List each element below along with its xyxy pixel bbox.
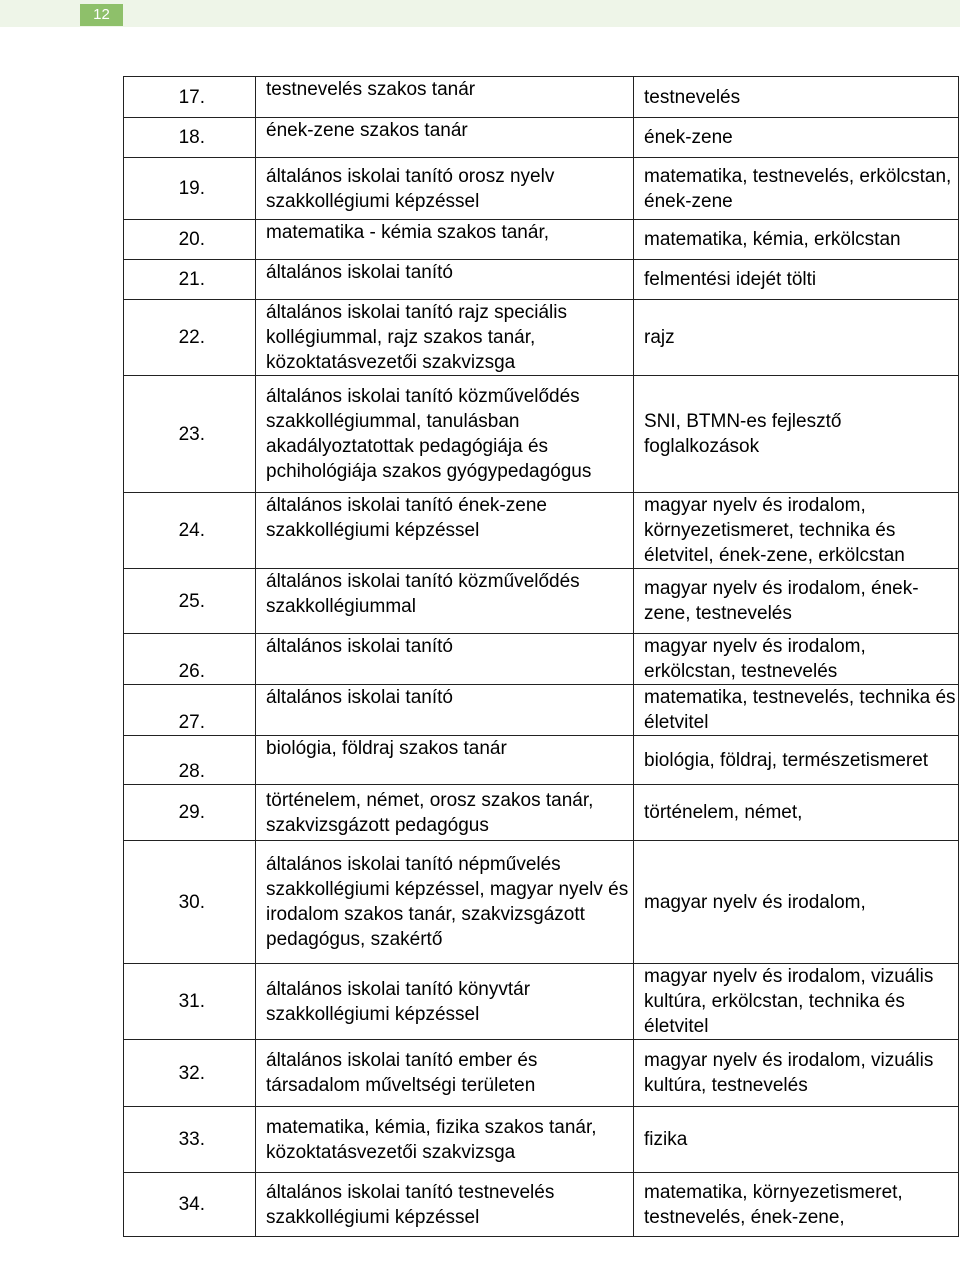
staff-table bbox=[123, 76, 959, 1237]
subject-cell: felmentési idejét tölti bbox=[634, 260, 959, 300]
qualification-cell: általános iskolai tanító rajz speciális kollégiummal, rajz szakos tanár, közoktatásvezetői szakvizsga bbox=[256, 300, 634, 376]
table-row bbox=[124, 260, 959, 300]
table-row bbox=[124, 569, 959, 634]
row-number: 25. bbox=[124, 569, 256, 634]
qualification-cell: matematika, kémia, fizika szakos tanár, közoktatásvezetői szakvizsga bbox=[256, 1107, 634, 1173]
qualification-cell: általános iskolai tanító bbox=[256, 260, 634, 300]
table-row bbox=[124, 376, 959, 493]
qualification-cell: általános iskolai tanító ének-zene szakkollégiumi képzéssel bbox=[256, 493, 634, 569]
row-number: 21. bbox=[124, 260, 256, 300]
subject-cell: testnevelés bbox=[634, 77, 959, 118]
subject-cell: magyar nyelv és irodalom, ének-zene, testnevelés bbox=[634, 569, 959, 634]
row-number: 19. bbox=[124, 158, 256, 220]
subject-cell: matematika, környezetismeret, testnevelés, ének-zene, bbox=[634, 1173, 959, 1237]
qualification-cell: testnevelés szakos tanár bbox=[256, 77, 634, 118]
qualification-cell: általános iskolai tanító testnevelés szakkollégiumi képzéssel bbox=[256, 1173, 634, 1237]
subject-cell: rajz bbox=[634, 300, 959, 376]
table-row bbox=[124, 77, 959, 118]
qualification-cell: általános iskolai tanító népművelés szakkollégiumi képzéssel, magyar nyelv és irodalom szakos tanár, szakvizsgázott pedagógus, szakértő bbox=[256, 841, 634, 964]
row-number: 30. bbox=[124, 841, 256, 964]
table-row bbox=[124, 220, 959, 260]
qualification-cell: általános iskolai tanító bbox=[256, 685, 634, 736]
subject-cell: magyar nyelv és irodalom, bbox=[634, 841, 959, 964]
subject-cell: SNI, BTMN-es fejlesztő foglalkozások bbox=[634, 376, 959, 493]
qualification-cell: általános iskolai tanító közművelődés szakkollégiummal bbox=[256, 569, 634, 634]
qualification-cell: ének-zene szakos tanár bbox=[256, 118, 634, 158]
row-number: 26. bbox=[124, 634, 256, 685]
subject-cell: történelem, német, bbox=[634, 785, 959, 841]
subject-cell: matematika, testnevelés, technika és életvitel bbox=[634, 685, 959, 736]
row-number: 22. bbox=[124, 300, 256, 376]
page-header-strip bbox=[0, 0, 960, 27]
subject-cell: fizika bbox=[634, 1107, 959, 1173]
row-number: 33. bbox=[124, 1107, 256, 1173]
table-row bbox=[124, 841, 959, 964]
qualification-cell: általános iskolai tanító közművelődés szakkollégiummal, tanulásban akadályoztatottak pedagógiája és pchihológiája szakos gyógypedagógus bbox=[256, 376, 634, 493]
row-number: 29. bbox=[124, 785, 256, 841]
subject-cell: magyar nyelv és irodalom, erkölcstan, testnevelés bbox=[634, 634, 959, 685]
row-number: 31. bbox=[124, 964, 256, 1040]
qualification-cell: általános iskolai tanító ember és társadalom műveltségi területen bbox=[256, 1040, 634, 1107]
row-number: 23. bbox=[124, 376, 256, 493]
page-number: 12 bbox=[80, 4, 123, 26]
table-row bbox=[124, 493, 959, 569]
table-row bbox=[124, 158, 959, 220]
table-row bbox=[124, 1107, 959, 1173]
subject-cell: matematika, kémia, erkölcstan bbox=[634, 220, 959, 260]
qualification-cell: általános iskolai tanító bbox=[256, 634, 634, 685]
table-row bbox=[124, 1173, 959, 1237]
qualification-cell: matematika - kémia szakos tanár, bbox=[256, 220, 634, 260]
subject-cell: ének-zene bbox=[634, 118, 959, 158]
qualification-cell: történelem, német, orosz szakos tanár, szakvizsgázott pedagógus bbox=[256, 785, 634, 841]
subject-cell: magyar nyelv és irodalom, vizuális kultúra, testnevelés bbox=[634, 1040, 959, 1107]
row-number: 34. bbox=[124, 1173, 256, 1237]
table-row bbox=[124, 1040, 959, 1107]
row-number: 32. bbox=[124, 1040, 256, 1107]
table-row bbox=[124, 736, 959, 785]
subject-cell: magyar nyelv és irodalom, környezetismeret, technika és életvitel, ének-zene, erkölcstan bbox=[634, 493, 959, 569]
row-number: 20. bbox=[124, 220, 256, 260]
row-number: 24. bbox=[124, 493, 256, 569]
row-number: 18. bbox=[124, 118, 256, 158]
row-number: 27. bbox=[124, 685, 256, 736]
table-row bbox=[124, 118, 959, 158]
qualification-cell: általános iskolai tanító könyvtár szakkollégiumi képzéssel bbox=[256, 964, 634, 1040]
subject-cell: magyar nyelv és irodalom, vizuális kultúra, erkölcstan, technika és életvitel bbox=[634, 964, 959, 1040]
table-row bbox=[124, 964, 959, 1040]
subject-cell: matematika, testnevelés, erkölcstan, ének-zene bbox=[634, 158, 959, 220]
table-row bbox=[124, 785, 959, 841]
subject-cell: biológia, földraj, természetismeret bbox=[634, 736, 959, 785]
table-row bbox=[124, 300, 959, 376]
qualification-cell: általános iskolai tanító orosz nyelv szakkollégiumi képzéssel bbox=[256, 158, 634, 220]
table-row bbox=[124, 634, 959, 685]
qualification-cell: biológia, földraj szakos tanár bbox=[256, 736, 634, 785]
table-row bbox=[124, 685, 959, 736]
row-number: 28. bbox=[124, 736, 256, 785]
row-number: 17. bbox=[124, 77, 256, 118]
